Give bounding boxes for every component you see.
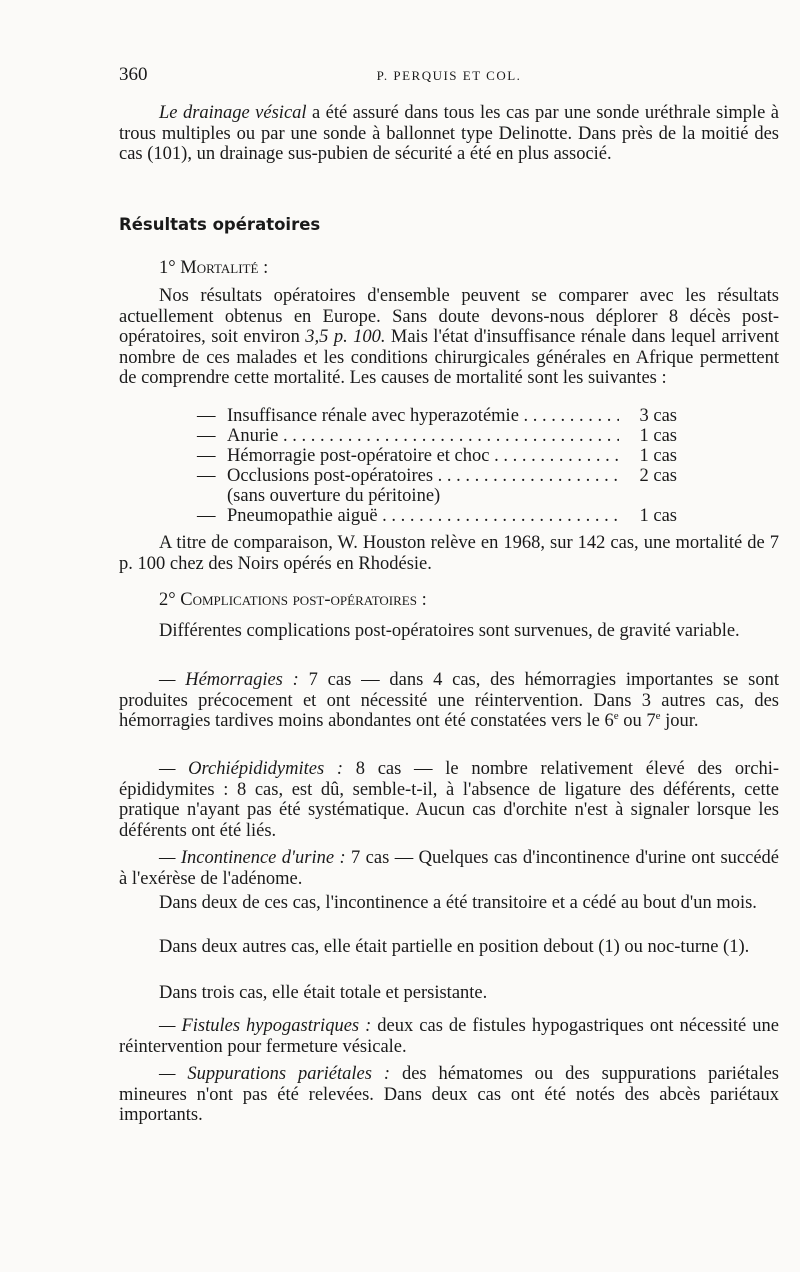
- complications-intro: Différentes complications post-opératoires sont survenues, de gravité variable.: [159, 621, 740, 641]
- cause-label: Hémorragie post-opératoire et choc . . .: [227, 446, 619, 466]
- orchi-text: 8 cas — le nombre relativement élevé des orchi-épididymites : 8 cas, est dû, semble-t-il, à l'absence de ligature des déférents, cette pratique n'ayant pas été systématique. Aucun cas d'orchite n'est à signaler lorsque les déférents ont été liés.: [119, 759, 780, 841]
- jour-word: jour.: [660, 711, 699, 731]
- list-dash: —: [197, 466, 216, 486]
- intro-paragraph: [119, 103, 779, 165]
- mortality-paragraph: [119, 286, 779, 389]
- incontinence-paragraph: [119, 848, 779, 889]
- orchi-paragraph: [119, 759, 779, 841]
- section-heading: Résultats opératoires: [119, 215, 321, 234]
- or-word: ou 7: [618, 711, 656, 731]
- suppuration-term: — Suppurations pariétales :: [159, 1064, 391, 1084]
- hemorrhage-paragraph: [119, 670, 779, 732]
- cause-count: 1 cas: [639, 426, 677, 446]
- intro-term: Le drainage vésical: [159, 103, 307, 123]
- incontinence-text: 7 cas — Quelques cas d'incontinence d'urine ont succédé à l'exérèse de l'adénome.: [119, 848, 779, 889]
- cause-label: Anurie . . .: [227, 426, 619, 446]
- cause-count: 3 cas: [639, 406, 677, 426]
- mortality-title: 1° Mortalité :: [159, 258, 269, 278]
- mortality-causes-list: [197, 406, 677, 526]
- mortality-rate: 3,5 p. 100.: [305, 327, 386, 347]
- list-item: [197, 426, 677, 446]
- page-number: 360: [119, 64, 148, 85]
- hemorrhage-term: — Hémorragies :: [159, 670, 299, 690]
- hemorrhage-text: 7 cas — dans 4 cas, des hémorragies importantes se sont produites précocement et ont nécessité une réintervention. Dans 3 autres cas, des hémorragies tardives moins abondantes ont été constatées vers le 6: [119, 670, 779, 731]
- mortality-text-end: Mais l'état d'insuffisance rénale dans lequel arrivent nombre de ces malades et les conditions chirurgicales générales en Afrique permettent de comprendre cette mortalité. Les causes de mortalité sont les suivantes :: [119, 327, 779, 388]
- incontinence-p4: Dans trois cas, elle était totale et persistante.: [159, 983, 488, 1003]
- fistula-text: deux cas de fistules hypogastriques ont nécessité une réintervention pour fermeture vésicale.: [119, 1016, 779, 1057]
- list-dash: —: [197, 426, 216, 446]
- list-dash: —: [197, 506, 216, 526]
- comparison-paragraph: A titre de comparaison, W. Houston relève en 1968, sur 142 cas, une mortalité de 7 p. 100 chez des Noirs opérés en Rhodésie.: [119, 533, 779, 574]
- complications-title: 2° Complications post-opératoires :: [159, 590, 427, 610]
- running-title: P. PERQUIS ET COL.: [376, 68, 522, 83]
- suppuration-paragraph: [119, 1064, 779, 1126]
- intro-text: a été assuré dans tous les cas par une sonde uréthrale simple à trous multiples ou par une sonde à ballonnet type Delinotte. Dans près de la moitié des cas (101), un drainage sus-pubien de sécurité a été en plus associé.: [119, 103, 779, 164]
- list-item: [197, 506, 677, 526]
- cause-label: Pneumopathie aiguë . . .: [227, 506, 619, 526]
- orchi-term: — Orchiépididymites :: [159, 759, 344, 779]
- suppuration-text: des hématomes ou des suppurations pariétales mineures n'ont pas été relevées. Dans deux cas ont été notés des abcès pariétaux importants.: [119, 1064, 780, 1125]
- list-dash: —: [197, 446, 216, 466]
- page-header: [119, 64, 779, 88]
- superscript: e: [655, 709, 661, 722]
- fistula-paragraph: [119, 1016, 779, 1057]
- list-item: [197, 446, 677, 466]
- cause-count: 1 cas: [639, 506, 677, 526]
- cause-count: [619, 486, 677, 506]
- list-dash: [197, 486, 227, 506]
- list-dash: —: [197, 406, 216, 426]
- list-item: [197, 466, 677, 486]
- incontinence-p2: Dans deux de ces cas, l'incontinence a été transitoire et a cédé au bout d'un mois.: [159, 893, 757, 913]
- list-item: [197, 406, 677, 426]
- cause-count: 2 cas: [639, 466, 677, 486]
- fistula-term: — Fistules hypogastriques :: [159, 1016, 372, 1036]
- cause-label: (sans ouverture du péritoine): [227, 486, 441, 506]
- incontinence-p3: Dans deux autres cas, elle était partielle en position debout (1) ou noc-turne (1).: [159, 937, 750, 957]
- list-item: [197, 486, 677, 506]
- mortality-text: Nos résultats opératoires d'ensemble peuvent se comparer avec les résultats actuellement obtenus en Europe. Sans doute devons-nous déplorer 8 décès post-opératoires, soit environ: [119, 286, 779, 347]
- cause-label: Insuffisance rénale avec hyperazotémie . . .: [227, 406, 619, 426]
- superscript: e: [613, 709, 619, 722]
- cause-label: Occlusions post-opératoires . . .: [227, 466, 619, 486]
- cause-count: 1 cas: [639, 446, 677, 466]
- incontinence-term: — Incontinence d'urine :: [159, 848, 346, 868]
